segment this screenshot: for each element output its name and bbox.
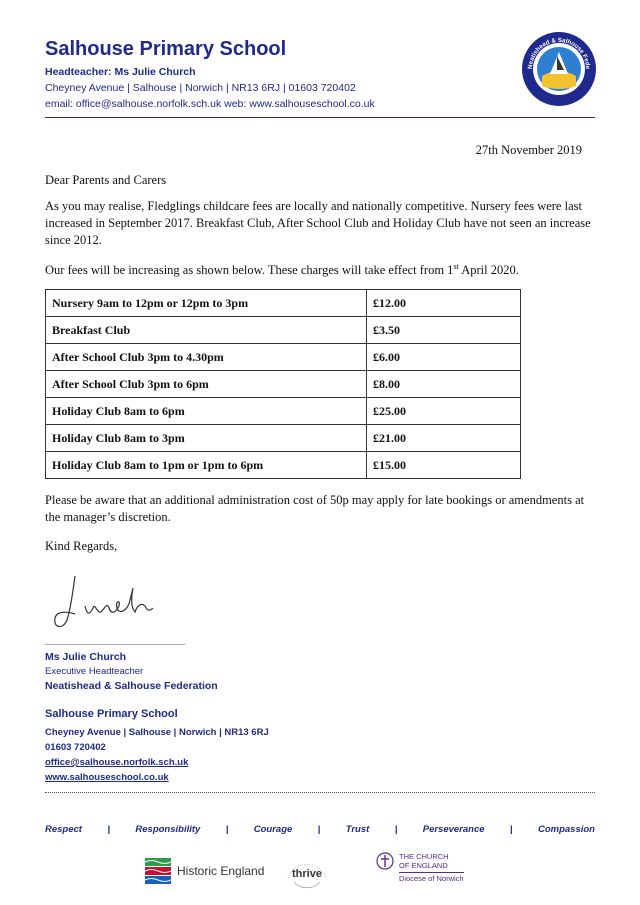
- signer-name: Ms Julie Church: [45, 651, 127, 663]
- value-perseverance: Perseverance: [422, 824, 485, 835]
- coe-line-2: OF ENGLAND: [399, 861, 448, 870]
- table-row: [46, 398, 521, 425]
- signer-role: Executive Headteacher: [45, 666, 144, 677]
- value-courage: Courage: [253, 824, 293, 835]
- fee-item: Holiday Club 8am to 1pm or 1pm to 6pm: [46, 452, 367, 479]
- footer-web-link[interactable]: www.salhouseschool.co.uk: [45, 772, 169, 783]
- fee-item: Breakfast Club: [46, 317, 367, 344]
- value-separator: |: [394, 824, 398, 835]
- footer-school-name: Salhouse Primary School: [45, 708, 178, 720]
- thrive-logo-icon: [282, 848, 332, 892]
- value-separator: |: [107, 824, 111, 835]
- table-row: [46, 344, 521, 371]
- closing: Kind Regards,: [45, 539, 118, 553]
- value-trust: Trust: [345, 824, 370, 835]
- fee-item: Holiday Club 8am to 6pm: [46, 398, 367, 425]
- value-compassion: Compassion: [537, 824, 595, 835]
- historic-england-logo: [145, 858, 264, 884]
- signature-line: [45, 644, 185, 645]
- table-row: [46, 425, 521, 452]
- fee-item: Holiday Club 8am to 3pm: [46, 425, 367, 452]
- fee-item: After School Club 3pm to 6pm: [46, 371, 367, 398]
- para2-text: Our fees will be increasing as shown below. These charges will take effect from 1: [45, 263, 454, 278]
- church-of-england-icon: [376, 852, 394, 874]
- signature-image: [45, 568, 195, 638]
- table-row: [46, 452, 521, 479]
- coe-line-3: Diocese of Norwich: [399, 874, 464, 883]
- value-respect: Respect: [45, 824, 82, 835]
- salutation: Dear Parents and Carers: [45, 173, 167, 187]
- signer-federation: Neatishead & Salhouse Federation: [45, 680, 218, 692]
- footer-email-link[interactable]: office@salhouse.norfolk.sch.uk: [45, 757, 189, 768]
- address-line: Cheyney Avenue | Salhouse | Norwich | NR13 6RJ | 01603 720402: [45, 82, 356, 94]
- footer-address: Cheyney Avenue | Salhouse | Norwich | NR13 6RJ: [45, 727, 269, 738]
- fee-item: After School Club 3pm to 4.30pm: [46, 344, 367, 371]
- fee-price: £21.00: [367, 425, 521, 452]
- value-responsibility: Responsibility: [135, 824, 201, 835]
- footer-divider: [45, 792, 595, 793]
- value-separator: |: [225, 824, 229, 835]
- historic-england-text: Historic England: [177, 864, 265, 878]
- fee-price: £6.00: [367, 344, 521, 371]
- school-name: Salhouse Primary School: [45, 38, 287, 60]
- para2-text-end: April 2020.: [458, 263, 519, 278]
- crest-text: Neatishead & Salhouse Fede: [526, 36, 592, 70]
- paragraph-fees-change: [45, 258, 593, 279]
- fee-price: £12.00: [367, 290, 521, 317]
- fee-price: £8.00: [367, 371, 521, 398]
- school-values: [45, 824, 595, 835]
- contact-line: email: office@salhouse.norfolk.sch.uk web: www.salhouseschool.co.uk: [45, 98, 375, 110]
- headteacher-line: Headteacher: Ms Julie Church: [45, 66, 196, 78]
- table-row: [46, 371, 521, 398]
- fee-price: £25.00: [367, 398, 521, 425]
- table-row: [46, 290, 521, 317]
- value-separator: |: [317, 824, 321, 835]
- paragraph-fees-intro: As you may realise, Fledglings childcare fees are locally and nationally competitive. Nursery fees were last increased in September 2017. Breakfast Club, After School Club and Holiday Club have not seen an increase since 2012.: [45, 199, 591, 247]
- coe-line-1: THE CHURCH: [399, 852, 449, 861]
- para2-ordinal: st: [453, 262, 459, 271]
- footer-phone: 01603 720402: [45, 742, 106, 753]
- church-of-england-logo: [376, 852, 464, 883]
- fee-price: £15.00: [367, 452, 521, 479]
- value-separator: |: [509, 824, 513, 835]
- federation-crest-icon: [520, 30, 598, 108]
- fees-table: [45, 289, 521, 479]
- historic-england-icon: [145, 858, 171, 884]
- header-divider: [45, 117, 595, 118]
- fee-price: £3.50: [367, 317, 521, 344]
- paragraph-admin-cost: Please be aware that an additional administration cost of 50p may apply for late bookings or amendments at the manager’s discretion.: [45, 493, 585, 524]
- thrive-text: thrive: [292, 868, 322, 880]
- table-row: [46, 317, 521, 344]
- letter-date: 27th November 2019: [475, 143, 582, 157]
- fee-item: Nursery 9am to 12pm or 12pm to 3pm: [46, 290, 367, 317]
